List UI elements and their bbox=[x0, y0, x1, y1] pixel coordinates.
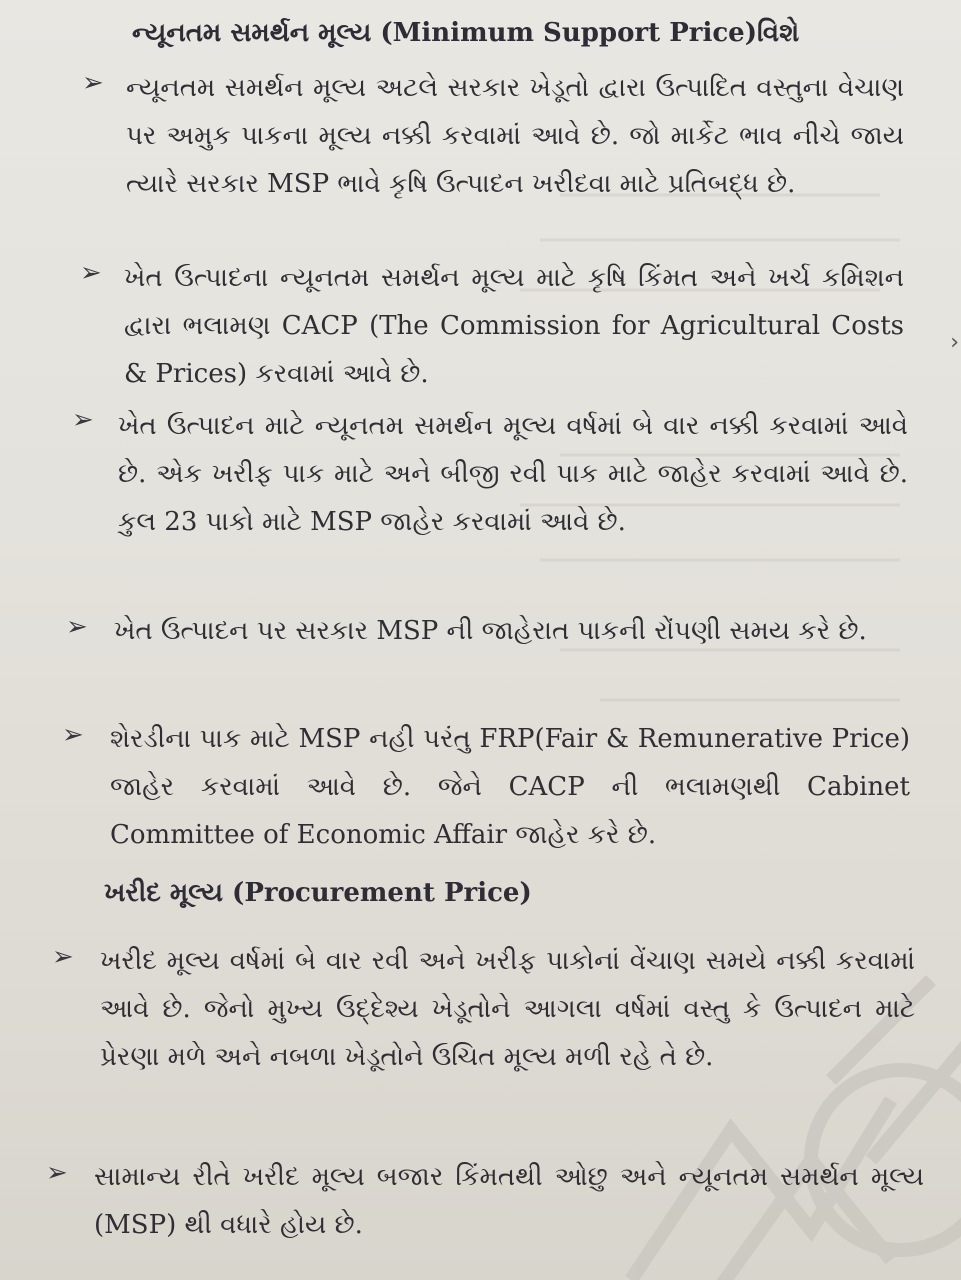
paragraph-twice-a-year: ખેત ઉત્પાદન માટે ન્યૂનતમ સમર્થન મૂલ્ય વર્ષમાં બે વાર નક્કી કરવામાં આવે છે. એક ખરીફ પાક માટે અને બીજી રવી પાક માટે જાહેર કરવામાં આવે છે. કુલ 23 પાકો માટે MSP જાહેર કરવામાં આવે છે. bbox=[118, 411, 908, 537]
paragraph-cacp: ખેત ઉત્પાદના ન્યૂનતમ સમર્થન મૂલ્ય માટે કૃષિ કિંમત અને ખર્ચ કમિશન દ્વારા ભલામણ CACP (The Commission for Agricultural Costs & Prices) કરવામાં આવે છે. bbox=[124, 263, 904, 389]
paragraph-procurement-comparison: સામાન્ય રીતે ખરીદ મૂલ્ય બજાર કિંમતથી ઓછુ અને ન્યૂનતમ સમર્થન મૂલ્ય (MSP) થી વધારે હોય છે. bbox=[94, 1162, 924, 1240]
bullet-arrow-icon: ➢ bbox=[62, 720, 84, 750]
paragraph-procurement-purpose: ખરીદ મૂલ્ય વર્ષમાં બે વાર રવી અને ખરીફ પાકોનાં વેંચાણ સમયે નક્કી કરવામાં આવે છે. જેનો મુખ્ય ઉદ્દેશ્ય ખેડૂતોને આગલા વર્ષમાં વસ્તુ કે ઉત્પાદન માટે પ્રેરણા મળે અને નબળા ખેડૂતોને ઉચિત મૂલ્ય મળી રહે તે છે. bbox=[100, 946, 915, 1072]
bullet-arrow-icon: ➢ bbox=[82, 68, 104, 98]
bullet-arrow-icon: ➢ bbox=[46, 1158, 68, 1188]
section-heading-procurement: ખરીદ મૂલ્ય (Procurement Price) bbox=[104, 878, 532, 908]
paragraph-sugarcane-frp: શેરડીના પાક માટે MSP નહી પરંતુ FRP(Fair & Remunerative Price) જાહેર કરવામાં આવે છે. જેને CACP ની ભલામણથી Cabinet Committee of Economic Affair જાહેર કરે છે. bbox=[110, 724, 910, 850]
bullet-arrow-icon: ➢ bbox=[66, 612, 88, 642]
bullet-arrow-icon: ➢ bbox=[80, 258, 102, 288]
paragraph-msp-definition: ન્યૂનતમ સમર્થન મૂલ્ય અટલે સરકાર ખેડૂતો દ્વારા ઉત્પાદિત વસ્તુના વેચાણ પર અમુક પાકના મૂલ્ય નક્કી કરવામાં આવે છે. જો માર્કેટ ભાવ નીચે જાય ત્યારે સરકાર MSP ભાવે કૃષિ ઉત્પાદન ખરીદવા માટે પ્રતિબદ્ધ છે. bbox=[126, 73, 904, 199]
chevron-right-icon: › bbox=[950, 330, 959, 355]
bullet-arrow-icon: ➢ bbox=[72, 405, 94, 435]
paragraph-announcement: ખેત ઉત્પાદન પર સરકાર MSP ની જાહેરાત પાકની રોંપણી સમય કરે છે. bbox=[114, 616, 867, 646]
section-heading-msp: ન્યૂનતમ સમર્થન મૂલ્ય (Minimum Support Price)વિશે bbox=[132, 18, 800, 48]
bullet-arrow-icon: ➢ bbox=[52, 942, 74, 972]
